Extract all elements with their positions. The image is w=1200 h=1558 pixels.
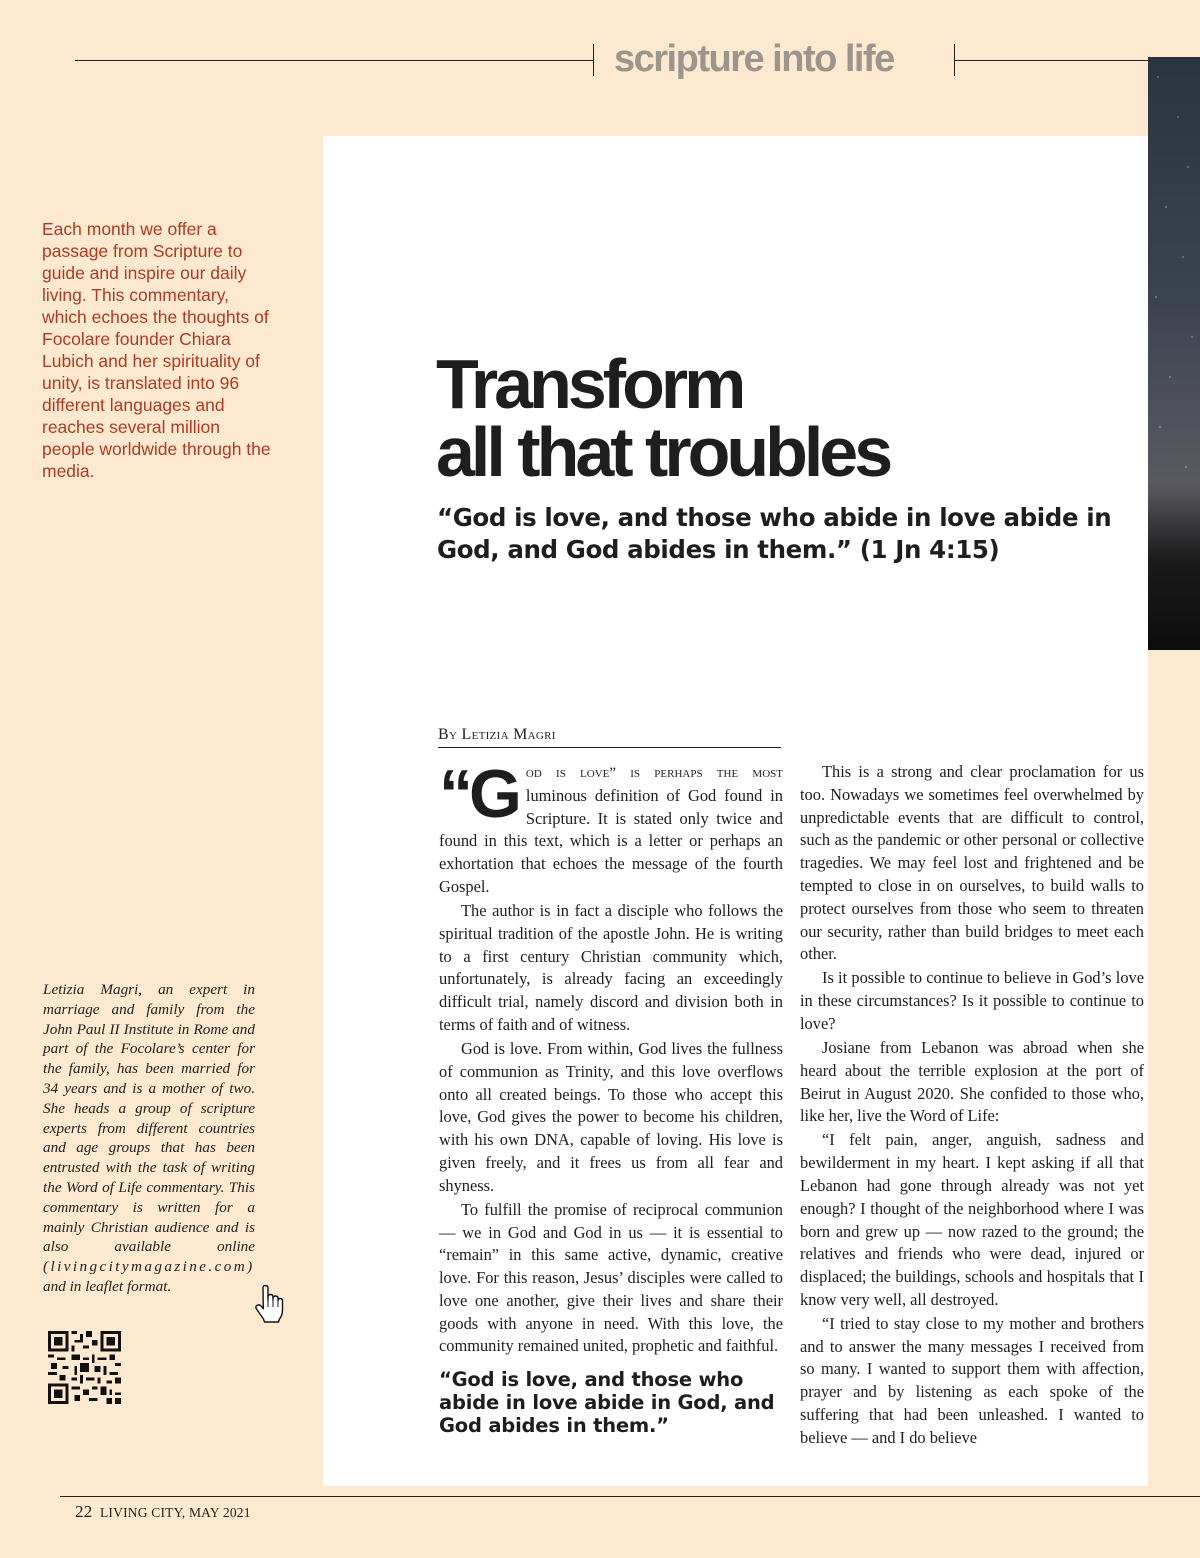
paragraph: This is a strong and clear proclamation for us too. Nowadays we sometimes feel overwhelmed by unpredictable events that are difficult to control, such as the pandemic or other personal or collective tragedies. We may feel lost and frightened and be tempted to close in on ourselves, to build walls to protect ourselves from those who seem to threaten our security, rather than build bridges to meet each other. <box>800 762 1144 964</box>
paragraph: “I felt pain, anger, anguish, sadness and bewilderment in my heart. I kept asking if all that Lebanon had gone through already was not yet enough? I thought of the neighborhood where I was born and grew up — now razed to the ground; the relatives and friends who were dead, injured or displaced; the buildings, schools and hospitals that I know very well, all destroyed. <box>800 1130 1144 1309</box>
hand-pointer-icon <box>254 1285 284 1323</box>
header-tick-left <box>593 44 594 76</box>
paragraph: To fulfill the promise of reciprocal communion — we in God and God in us — it is essential to “remain” in this same active, dynamic, creative love. For this reason, Jesus’ disciples were called to love one another, give their lives and share their goods with anyone in need. With this love, the community remained united, prophetic and faithful. <box>439 1199 783 1356</box>
website-link[interactable]: (livingcitymagazine.com) <box>43 1258 255 1276</box>
paragraph: God is love. From within, God lives the fullness of communion as Trinity, and this love overflows onto all created beings. To those who accept this love, God gives the power to become his children, with his own DNA, capable of loving. His love is given freely, and it frees us from all fear and shyness. <box>439 1038 783 1195</box>
title-line-1: Transform <box>436 345 743 423</box>
paragraph <box>439 756 783 899</box>
author-note-end: and in leaflet format. <box>43 1277 172 1295</box>
paragraph-rest: luminous definition of God found in Scripture. It is stated only twice and found in this text, which is a letter or perhaps an exhortation that echoes the message of the fourth Gospel. <box>439 785 783 896</box>
author-bio: Letizia Magri, an expert in marriage and family from the John Paul II Institute in Rome and part of the Focolare’s center for the family, has been married for 34 years and is a mother of two. She heads a group of scripture experts from different countries and age groups that has been entrusted with the task of writing the Word of Life commentary. This commentary is written for a mainly Christian audience and is also available online <box>43 981 255 1256</box>
page-number: 22 <box>75 1502 93 1521</box>
article-column-2 <box>800 761 1144 1451</box>
article-column-1 <box>439 756 783 1438</box>
paragraph: Is it possible to continue to believe in God’s love in these circumstances? Is it possible to continue to love? <box>800 968 1144 1033</box>
pull-quote: “God is love, and those who abide in love abide in God, and God abides in them.” <box>439 1368 775 1438</box>
article-subtitle: “God is love, and those who abide in love abide in God, and God abides in them.” (1 Jn 4:15) <box>437 503 1112 564</box>
header-rule-left <box>75 60 593 61</box>
title-line-2: all that troubles <box>436 413 890 491</box>
author-note <box>43 980 255 1297</box>
footer-rule <box>60 1496 1200 1497</box>
paragraph: The author is in fact a disciple who follows the spiritual tradition of the apostle John. He is writing to a first century Christian community which, unfortunately, is already facing an exceedingly difficult trial, namely discord and division both in terms of faith and of witness. <box>439 900 783 1034</box>
qr-code-icon <box>48 1331 121 1404</box>
lead-smallcaps: od is love” is perhaps the most <box>525 765 783 781</box>
intro-text: Each month we offer a passage from Scripture to guide and inspire our daily living. This commentary, which echoes the thoughts of Focolare founder Chiara Lubich and her spirituality of unity, is translated into 96 different languages and reaches several million people worldwide through the media. <box>42 219 271 481</box>
footer <box>75 1502 251 1522</box>
byline: By Letizia Magri <box>438 726 781 748</box>
article-title <box>436 345 1136 491</box>
paragraph: “I tried to stay close to my mother and brothers and to answer the many messages I received from so many. I wanted to support them with affection, prayer and by listening as each spoke of the suffering that had been unleashed. I wanted to believe — and I do believe <box>800 1313 1144 1447</box>
night-sky-photo <box>1148 57 1200 650</box>
section-title: scripture into life <box>614 38 894 80</box>
drop-cap: “G <box>439 756 518 832</box>
publication-info: LIVING CITY, MAY 2021 <box>99 1505 251 1520</box>
paragraph: Josiane from Lebanon was abroad when she heard about the terrible explosion at the port of Beirut in August 2020. She confided to those who, like her, live the Word of Life: <box>800 1037 1144 1126</box>
